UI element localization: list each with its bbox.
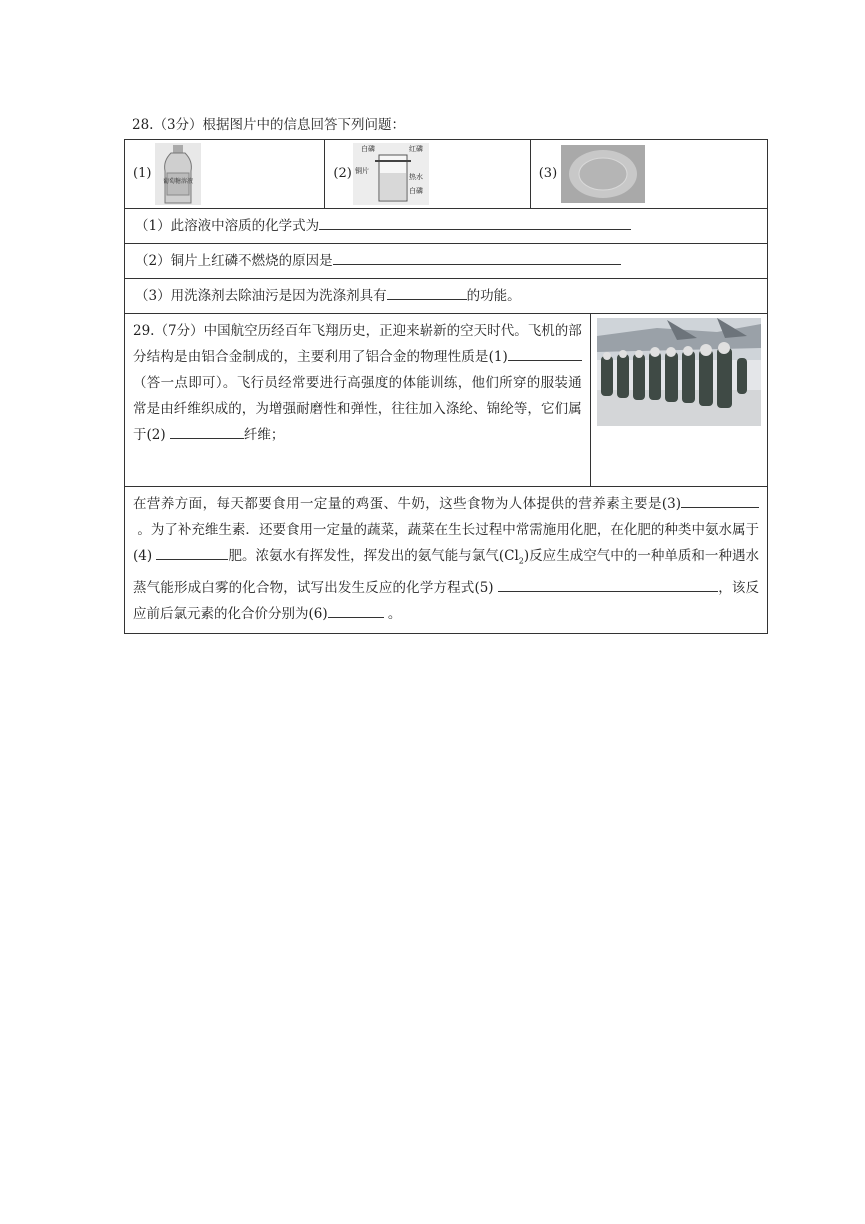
q29-text-c: 纤维； <box>243 427 285 443</box>
hot-water-label: 热水 <box>409 173 424 181</box>
answer-blank-28-3[interactable] <box>387 285 467 300</box>
q29-text-h: ，该反应前后氯元素的化合价分别为(6) <box>133 579 760 622</box>
q29-text-f: 肥。浓氨水有挥发性，挥发出的氨气能与氯气(Cl <box>228 548 519 564</box>
answer-blank-29-4[interactable] <box>156 545 228 560</box>
q29-text-i: 。 <box>387 605 402 622</box>
pilots-formation-image <box>597 318 761 426</box>
q29-text-a: 29.（7分）中国航空历经百年飞翔历史，正迎来崭新的空天时代。飞机的部分结构是由铝合金制成的，主要利用了铝合金的物理性质是(1) <box>133 323 582 365</box>
q29-text-b: （答一点即可）。飞行员经常要进行高强度的体能训练，他们所穿的服装通常是由纤维织成的，为增强耐磨性和弹性，往往加入涤纶、锦纶等，它们属于(2) <box>133 375 582 443</box>
q28-3-text: （3）用洗涤剂去除油污是因为洗涤剂具有 <box>135 288 387 304</box>
q29-text-d: 在营养方面，每天都要食用一定量的鸡蛋、牛奶，这些食物为人体提供的营养素主要是(3) <box>133 496 681 512</box>
answer-blank-29-2[interactable] <box>170 424 244 439</box>
white-phosphorus-top-label: 白磷 <box>361 145 376 153</box>
answer-blank-29-6[interactable] <box>328 603 384 618</box>
red-phosphorus-label: 红磷 <box>409 145 424 153</box>
figure-1-label: (1) <box>133 166 152 181</box>
copper-sheet-label: 铜片 <box>355 167 370 175</box>
chlorine-subscript: 2 <box>518 556 524 566</box>
answer-blank-29-3[interactable] <box>681 493 759 508</box>
answer-blank-29-1[interactable] <box>508 346 582 361</box>
question-28-title: 28.（3分）根据图片中的信息回答下列问题： <box>132 117 406 133</box>
figure-2-label: (2) <box>333 166 352 181</box>
white-phosphorus-bottom-label: 白磷 <box>409 187 424 195</box>
question-28-table <box>124 139 768 314</box>
phosphorus-experiment-image <box>353 143 429 205</box>
glucose-bottle-image <box>155 143 201 205</box>
pilots-photo-cell <box>590 314 767 487</box>
question-29-part-1 <box>125 314 591 487</box>
q29-text-g: )反应生成空气中的一种单质和一种遇水蒸气能形成白雾的化合物，试写出发生反应的化学方程式(5) <box>133 548 759 596</box>
q28-2-text: （2）铜片上红磷不燃烧的原因是 <box>135 253 333 269</box>
bottle-label-text: 葡萄糖溶液 <box>162 178 194 185</box>
answer-blank-28-1[interactable] <box>319 215 631 230</box>
answer-blank-29-5[interactable] <box>498 577 718 592</box>
figure-2-cell <box>325 140 530 209</box>
question-29-part-2 <box>125 487 768 634</box>
question-28-row-1 <box>125 209 768 244</box>
q29-text-e: 。为了补充维生素．还要食用一定量的蔬菜，蔬菜在生长过程中常需施用化肥，在化肥的种类中氨水属于(4) <box>133 522 759 564</box>
q28-3-after: 的功能。 <box>466 288 521 304</box>
question-29-table <box>124 313 768 634</box>
figure-3-cell <box>530 140 767 209</box>
figure-3-label: (3) <box>538 166 558 181</box>
q28-1-text: （1）此溶液中溶质的化学式为 <box>135 218 320 234</box>
oily-dish-image <box>561 145 645 203</box>
figure-1-cell <box>125 140 325 209</box>
answer-blank-28-2[interactable] <box>333 250 621 265</box>
question-28-row-3 <box>125 279 768 314</box>
question-28-row-2 <box>125 244 768 279</box>
